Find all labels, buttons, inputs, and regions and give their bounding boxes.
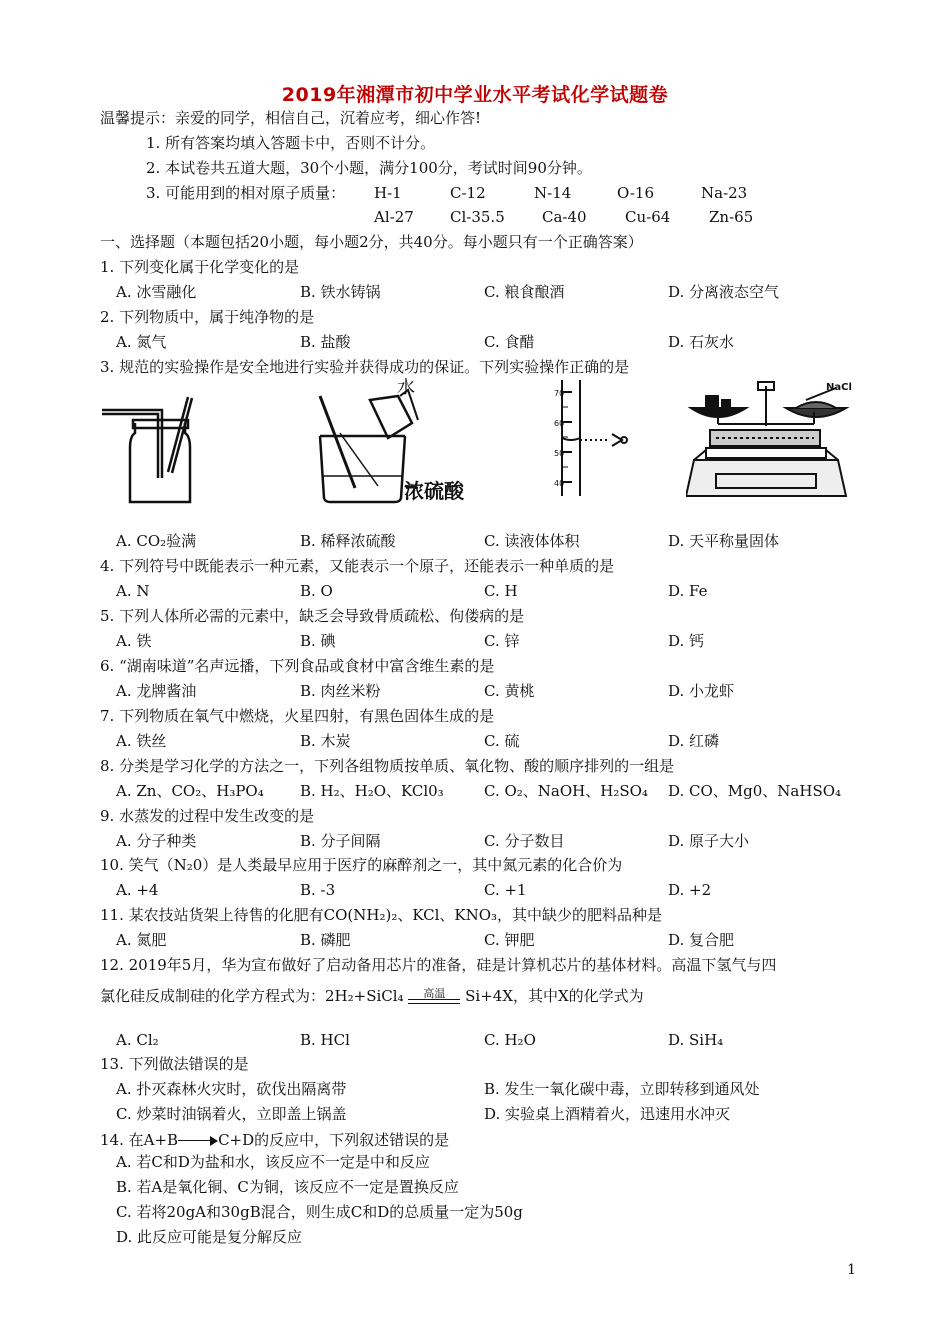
- mass-o: O-16: [617, 184, 655, 202]
- q3-option-a: A. CO₂验满: [116, 532, 197, 550]
- q12-stem-line2: [100, 986, 644, 1008]
- q8-option-b: B. H₂、H₂O、KCl0₃: [300, 782, 444, 800]
- q2-option-a: A. 氮气: [116, 333, 167, 351]
- q11-option-a: A. 氮肥: [116, 931, 167, 949]
- q12-option-d: D. SiH₄: [668, 1031, 724, 1049]
- q12-option-a: A. Cl₂: [116, 1031, 159, 1049]
- q12-option-c: C. H₂O: [484, 1031, 536, 1049]
- q2-option-d: D. 石灰水: [668, 333, 735, 351]
- q6-stem: 6. “湖南味道”名声远播，下列食品或食材中富含维生素的是: [100, 657, 495, 675]
- mass-cu: Cu-64: [625, 208, 671, 226]
- figure-balance: [686, 378, 866, 508]
- figure-co2-bottle: [100, 378, 210, 508]
- q6-option-a: A. 龙牌酱油: [116, 682, 197, 700]
- q13-option-a: A. 扑灭森林火灾时，砍伐出隔离带: [116, 1080, 347, 1098]
- mass-n: N-14: [534, 184, 572, 202]
- q1-option-c: C. 粮食酿酒: [484, 283, 565, 301]
- q1-option-b: B. 铁水铸锅: [300, 283, 381, 301]
- q4-option-a: A. N: [116, 582, 150, 600]
- q8-option-c: C. O₂、NaOH、H₂SO₄: [484, 782, 648, 800]
- page-title: 2019年湘潭市初中学业水平考试化学试题卷: [281, 84, 669, 106]
- q12-option-b: B. HCl: [300, 1031, 350, 1049]
- q13-option-d: D. 实验桌上酒精着火，迅速用水冲灭: [484, 1105, 731, 1123]
- q7-option-b: B. 木炭: [300, 732, 351, 750]
- q11-option-b: B. 磷肥: [300, 931, 351, 949]
- q6-option-d: D. 小龙虾: [668, 682, 735, 700]
- q3-stem: 3. 规范的实验操作是安全地进行实验并获得成功的保证。下列实验操作正确的是: [100, 358, 630, 376]
- cyl-tick-40: 40: [554, 479, 565, 488]
- q14-option-c: C. 若将20gA和30gB混合，则生成C和D的总质量一定为50g: [116, 1203, 523, 1221]
- tip-1: 1. 所有答案均填入答题卡中，否则不计分。: [146, 134, 436, 152]
- q7-option-c: C. 硫: [484, 732, 520, 750]
- q9-option-c: C. 分子数目: [484, 832, 565, 850]
- page-number: 1: [847, 1262, 856, 1278]
- q1-option-a: A. 冰雪融化: [116, 283, 197, 301]
- q9-option-a: A. 分子种类: [116, 832, 197, 850]
- q6-option-c: C. 黄桃: [484, 682, 535, 700]
- q13-option-c: C. 炒菜时油锅着火，立即盖上锅盖: [116, 1105, 347, 1123]
- q10-option-a: A. +4: [116, 881, 159, 899]
- q1-option-d: D. 分离液态空气: [668, 283, 780, 301]
- mass-zn: Zn-65: [709, 208, 754, 226]
- figure-label-water: 水: [397, 378, 415, 398]
- q7-option-a: A. 铁丝: [116, 732, 167, 750]
- q10-option-d: D. +2: [668, 881, 712, 899]
- q2-stem: 2. 下列物质中，属于纯净物的是: [100, 308, 315, 326]
- figure-label-acid: 浓硫酸: [404, 479, 464, 503]
- q12-equals-sign: [408, 986, 460, 1008]
- q7-stem: 7. 下列物质在氧气中燃烧，火星四射，有黑色固体生成的是: [100, 707, 495, 725]
- q4-option-c: C. H: [484, 582, 518, 600]
- tips-header: 温馨提示：亲爱的同学，相信自己，沉着应考，细心作答!: [100, 109, 482, 127]
- q12-condition: 高温: [423, 987, 446, 1000]
- q11-option-c: C. 钾肥: [484, 931, 535, 949]
- q13-option-b: B. 发生一氧化碳中毒，立即转移到通风处: [484, 1080, 760, 1098]
- figure-label-nacl: NaCl: [826, 382, 852, 393]
- q14-stem-right: C+D的反应中，下列叙述错误的是: [218, 1131, 450, 1149]
- section-1-heading: 一、选择题（本题包括20小题，每小题2分，共40分。每小题只有一个正确答案）: [100, 233, 643, 251]
- q3-option-d: D. 天平称量固体: [668, 532, 780, 550]
- q5-option-a: A. 铁: [116, 632, 152, 650]
- q3-option-b: B. 稀释浓硫酸: [300, 532, 396, 550]
- q12-equation-right: Si+4X，其中X的化学式为: [465, 987, 644, 1005]
- q6-option-b: B. 肉丝米粉: [300, 682, 381, 700]
- mass-h: H-1: [374, 184, 402, 202]
- q14-option-d: D. 此反应可能是复分解反应: [116, 1228, 303, 1246]
- q7-option-d: D. 红磷: [668, 732, 720, 750]
- q5-option-b: B. 碘: [300, 632, 336, 650]
- q14-stem: [100, 1130, 449, 1150]
- tip-2: 2. 本试卷共五道大题，30个小题，满分100分，考试时间90分钟。: [146, 159, 592, 177]
- q4-option-b: B. O: [300, 582, 333, 600]
- q8-option-d: D. CO、Mg0、NaHSO₄: [668, 782, 842, 800]
- mass-c: C-12: [450, 184, 486, 202]
- mass-cl: Cl-35.5: [450, 208, 505, 226]
- q5-option-d: D. 钙: [668, 632, 705, 650]
- q14-option-a: A. 若C和D为盐和水，该反应不一定是中和反应: [116, 1153, 430, 1171]
- cyl-tick-70: 70: [554, 389, 565, 398]
- mass-ca: Ca-40: [542, 208, 587, 226]
- cyl-tick-50: 50: [554, 449, 565, 458]
- q10-stem: 10. 笑气（N₂0）是人类最早应用于医疗的麻醉剂之一，其中氮元素的化合价为: [100, 856, 623, 874]
- q10-option-c: C. +1: [484, 881, 527, 899]
- q4-option-d: D. Fe: [668, 582, 708, 600]
- q5-option-c: C. 锌: [484, 632, 520, 650]
- q2-option-c: C. 食醋: [484, 333, 535, 351]
- q14-stem-left: 14. 在A+B: [100, 1131, 179, 1149]
- mass-al: Al-27: [374, 208, 414, 226]
- cyl-tick-60: 60: [554, 419, 565, 428]
- mass-na: Na-23: [701, 184, 748, 202]
- q14-option-b: B. 若A是氧化铜、C为铜，该反应不一定是置换反应: [116, 1178, 459, 1196]
- q9-stem: 9. 水蒸发的过程中发生改变的是: [100, 807, 315, 825]
- q9-option-d: D. 原子大小: [668, 832, 750, 850]
- q12-equation-left: 氯化硅反成制硅的化学方程式为：2H₂+SiCl₄: [100, 987, 404, 1005]
- q2-option-b: B. 盐酸: [300, 333, 351, 351]
- q11-option-d: D. 复合肥: [668, 931, 735, 949]
- q8-option-a: A. Zn、CO₂、H₃PO₄: [116, 782, 264, 800]
- q11-stem: 11. 某农技站货架上待售的化肥有CO(NH₂)₂、KCl、KNO₃，其中缺少的肥料品种是: [100, 906, 663, 924]
- figure-graduated-cylinder: [550, 378, 640, 508]
- tip-3-label: 3. 可能用到的相对原子质量：: [146, 184, 346, 202]
- q8-stem: 8. 分类是学习化学的方法之一，下列各组物质按单质、氧化物、酸的顺序排列的一组是: [100, 757, 675, 775]
- q3-option-c: C. 读液体体积: [484, 532, 580, 550]
- q12-stem-line1: 12. 2019年5月，华为宣布做好了启动备用芯片的准备，硅是计算机芯片的基体材料。高温下氢气与四: [100, 956, 777, 974]
- q9-option-b: B. 分子间隔: [300, 832, 381, 850]
- q13-stem: 13. 下列做法错误的是: [100, 1055, 249, 1073]
- reaction-arrow-icon: [178, 1136, 218, 1146]
- figure-dilute-acid: [300, 378, 490, 508]
- q4-stem: 4. 下列符号中既能表示一种元素，又能表示一个原子，还能表示一种单质的是: [100, 557, 615, 575]
- q1-stem: 1. 下列变化属于化学变化的是: [100, 258, 300, 276]
- q5-stem: 5. 下列人体所必需的元素中，缺乏会导致骨质疏松、佝偻病的是: [100, 607, 525, 625]
- q10-option-b: B. -3: [300, 881, 336, 899]
